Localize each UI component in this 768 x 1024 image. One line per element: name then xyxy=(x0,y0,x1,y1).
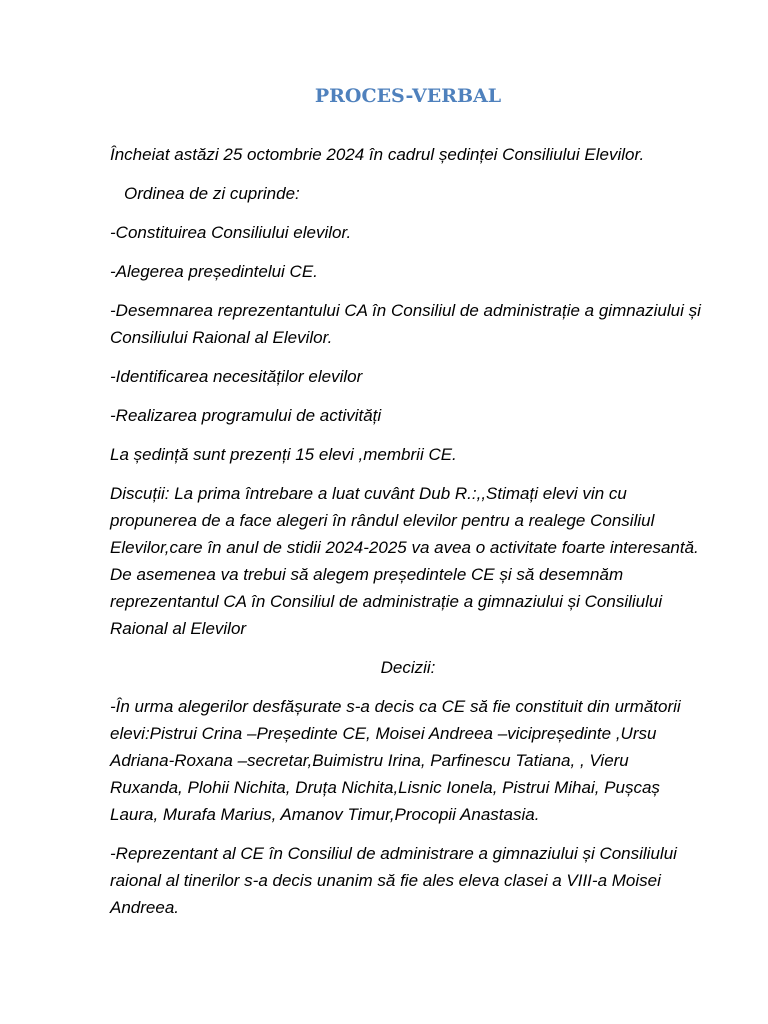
document-body xyxy=(110,141,706,921)
agenda-item: -Identificarea necesităților elevilor xyxy=(110,367,363,386)
agenda-heading: Ordinea de zi cuprinde: xyxy=(124,184,300,203)
agenda-item: -Desemnarea reprezentantului CA în Consiliul de administrație a gimnaziului și Consiliului Raional al Elevilor. xyxy=(110,301,701,347)
agenda-item: -Realizarea programului de activități xyxy=(110,406,382,425)
decisions-heading: Decizii: xyxy=(380,658,436,677)
decision-paragraph: -Reprezentant al CE în Consiliul de administrare a gimnaziului și Consiliului raional al tinerilor s-a decis unanim să fie ales eleva clasei a VIII-a Moisei Andreea. xyxy=(110,844,677,917)
agenda-item: -Alegerea președintelui CE. xyxy=(110,262,318,281)
discussion-paragraph: Discuții: La prima întrebare a luat cuvânt Dub R.:,,Stimați elevi vin cu propunerea de a face alegeri în rândul elevilor pentru a realege Consiliul Elevilor,care în anul de stidii 2024-2025 va avea o activitate foarte interesantă. De asemenea va trebui să alegem președintele CE și să desemnăm reprezentantul CA în Consiliul de administrație a gimnaziului și Consiliului Raional al Elevilor xyxy=(110,484,699,638)
agenda-item: -Constituirea Consiliului elevilor. xyxy=(110,223,352,242)
decision-paragraph: -În urma alegerilor desfășurate s-a decis ca CE să fie constituit din următorii elevi:Pistrui Crina –Președinte CE, Moisei Andreea –vicipreședinte ,Ursu Adriana-Roxana –secretar,Buimistru Irina, Parfinescu Tatiana, , Vieru Ruxanda, Plohii Nichita, Druța Nichita,Lisnic Ionela, Pistrui Mihai, Pușcaș Laura, Murafa Marius, Amanov Timur,Procopii Anastasia. xyxy=(110,697,681,824)
intro-paragraph: Încheiat astăzi 25 octombrie 2024 în cadrul ședinței Consiliului Elevilor. xyxy=(110,145,645,164)
document-title: PROCES-VERBAL xyxy=(314,85,502,107)
attendance-paragraph: La ședință sunt prezenți 15 elevi ,membrii CE. xyxy=(110,445,457,464)
